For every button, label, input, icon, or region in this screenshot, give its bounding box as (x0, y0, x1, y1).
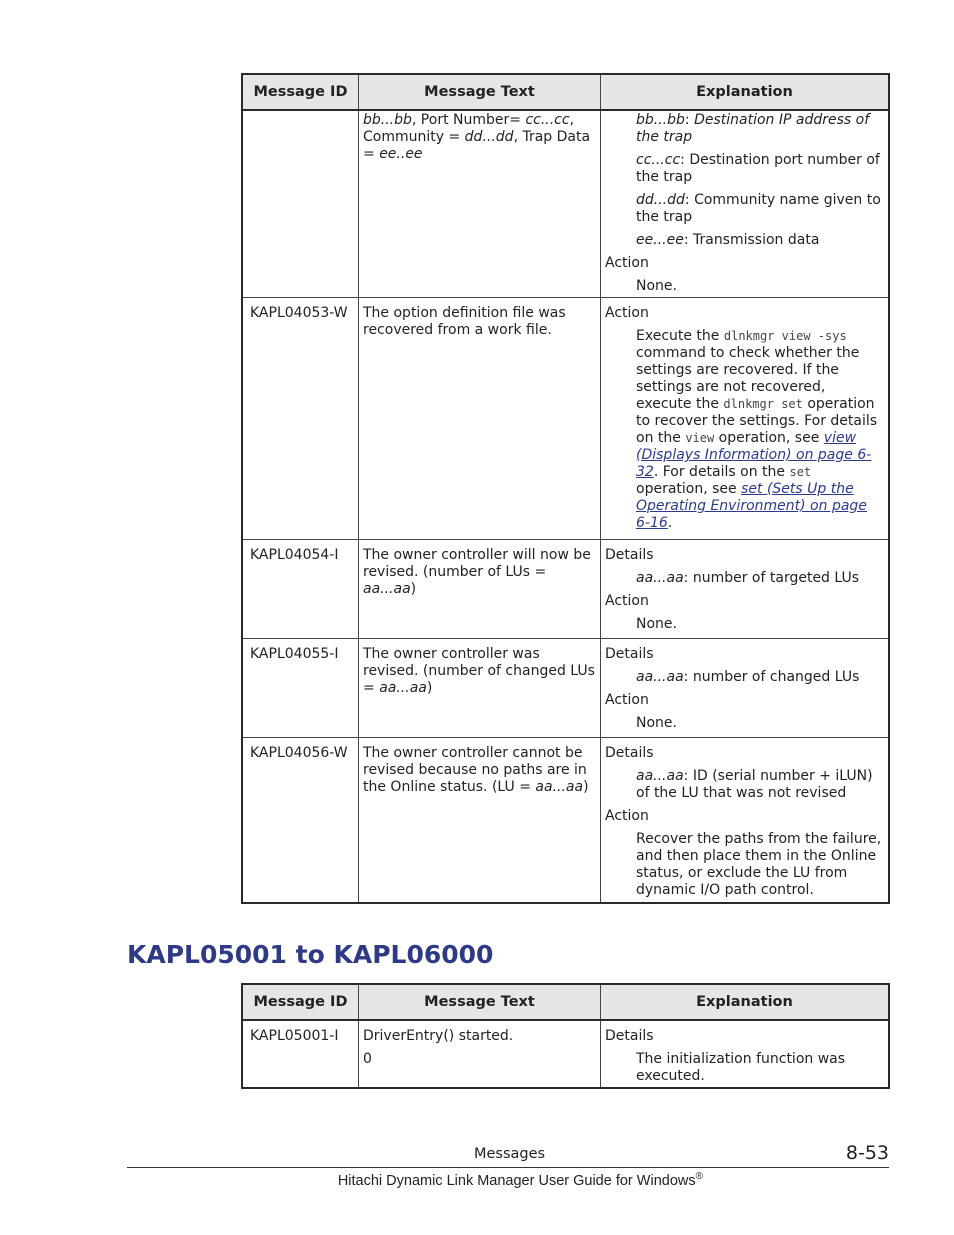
header-message-id: Message ID (243, 985, 359, 1019)
table-row (243, 737, 888, 902)
message-id-cell: KAPL04055-I (243, 639, 359, 737)
footer-section-name: Messages (474, 1146, 546, 1162)
message-text-cell: The owner controller will now be revised. (number of LUs = aa...aa) (359, 540, 601, 638)
action-text: Recover the paths from the failure, and then place them in the Online status, or exclude the LU from dynamic I/O path control. (636, 831, 882, 898)
details-label: Details (605, 745, 654, 761)
messages-table (241, 73, 890, 904)
details-text: aa...aa: ID (serial number + iLUN) of the LU that was not revised (636, 768, 873, 801)
action-label: Action (605, 255, 649, 271)
header-explanation: Explanation (696, 84, 793, 100)
details-label: Details (605, 547, 654, 563)
table-row (243, 638, 888, 737)
message-id-cell (243, 111, 359, 297)
messages-table (241, 983, 890, 1089)
action-text: None. (636, 278, 677, 294)
footer-divider (127, 1167, 889, 1168)
header-message-text: Message Text (359, 75, 601, 109)
table-header (243, 75, 888, 111)
details-text: aa...aa: number of targeted LUs (636, 570, 860, 586)
variable-description: ee...ee: Transmission data (636, 232, 820, 248)
variable-description: dd...dd: Community name given to the trap (636, 192, 881, 225)
explanation-cell (601, 738, 888, 902)
variable-description: cc...cc: Destination port number of the trap (636, 152, 880, 185)
details-text: The initialization function was executed. (636, 1051, 846, 1084)
set-command-link[interactable]: set (Sets Up the Operating Environment) on page 6-16 (636, 481, 867, 531)
table-row (243, 1021, 888, 1087)
view-command-link[interactable]: view (Displays Information) on page 6-32 (636, 430, 872, 480)
table-header (243, 985, 888, 1021)
footer-document-title: Hitachi Dynamic Link Manager User Guide for Windows® (337, 1171, 703, 1189)
table-row (243, 539, 888, 638)
explanation-cell (601, 298, 888, 539)
explanation-cell (601, 111, 888, 297)
message-id-cell: KAPL05001-I (243, 1021, 359, 1087)
action-text: Execute the dlnkmgr view -sys command to check whether the settings are recovered. If the settings are not recovered, execute the dlnkmgr set operation to recover the settings. For details on the view operation, see view (Displays Information) on page 6-32. For details on the set operation, see set (Sets Up the Operating Environment) on page 6-16. (636, 328, 878, 531)
action-label: Action (605, 692, 649, 708)
action-label: Action (605, 808, 649, 824)
header-message-text: Message Text (359, 985, 601, 1019)
message-text-cell: DriverEntry() started. 0 (359, 1021, 601, 1087)
table-row (243, 297, 888, 539)
table-row (243, 111, 888, 297)
header-explanation: Explanation (696, 994, 793, 1010)
message-text-cell: The owner controller cannot be revised because no paths are in the Online status. (LU = aa...aa) (359, 738, 601, 902)
message-id-cell: KAPL04054-I (243, 540, 359, 638)
message-text-cell: The owner controller was revised. (number of changed LUs = aa...aa) (359, 639, 601, 737)
explanation-cell (601, 540, 888, 638)
action-text: None. (636, 616, 677, 632)
action-text: None. (636, 715, 677, 731)
message-text-cell: bb...bb, Port Number= cc...cc, Community = dd...dd, Trap Data = ee..ee (359, 111, 601, 297)
details-label: Details (605, 1028, 654, 1044)
header-message-id: Message ID (243, 75, 359, 109)
details-text: aa...aa: number of changed LUs (636, 669, 860, 685)
page-number: 8-53 (845, 1142, 889, 1164)
message-text-cell: The option definition file was recovered from a work file. (359, 298, 601, 539)
section-title: KAPL05001 to KAPL06000 (127, 940, 494, 969)
variable-description: bb...bb: Destination IP address of the trap (636, 112, 870, 145)
message-id-cell: KAPL04053-W (243, 298, 359, 539)
action-label: Action (605, 593, 649, 609)
explanation-cell (601, 639, 888, 737)
details-label: Details (605, 646, 654, 662)
explanation-cell (601, 1021, 888, 1087)
message-id-cell: KAPL04056-W (243, 738, 359, 902)
action-label: Action (605, 305, 649, 321)
